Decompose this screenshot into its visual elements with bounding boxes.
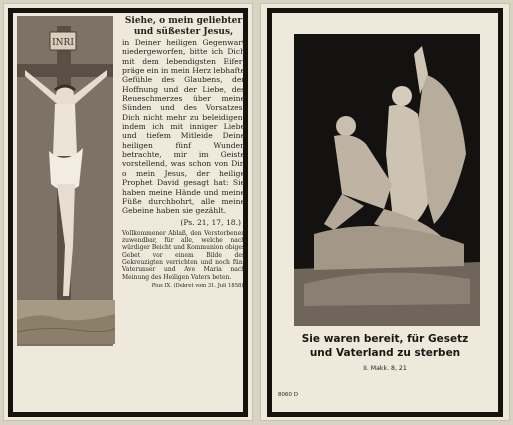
- prayer-text-block: [122, 16, 245, 291]
- psalm-reference: (Ps. 21, 17, 18.): [180, 217, 241, 227]
- prayer-heading: Siehe, o mein geliebter und süßester Jesus,: [124, 16, 243, 37]
- crucifix-ground: [17, 300, 115, 344]
- caption-line-2: und Vaterland zu sterben: [309, 347, 461, 359]
- crucifix-image: [17, 16, 113, 346]
- print-code: 8060 D: [278, 392, 298, 398]
- inri-sign: INRI: [52, 38, 74, 48]
- indulgence-note: Vollkommener Ablaß, den Verstorbenen zuwendbar, für alle, welche nach würdiger Beicht und Kommunion obiges Gebet vor einem Bilde des Gekreuzigten verrichten und noch fünf Vaterunser und Ave Maria nach Meinung des Heiligen Vaters beten.: [122, 229, 245, 281]
- angel-soldier-sculpture-image: [294, 34, 480, 326]
- prayer-body: in Deiner heiligen Gegenwart niedergeworfen, bitte ich Dich mit dem lebendigsten Eifer: präge ein in mein Herz lebhafte Gefühle des Glaubens, der Hoffnung und der Liebe, des Reueschmerzes über meine Sünden und des Vorsatzes, Dich nicht mehr zu beleidigen, indem ich mit inniger Liebe und tiefem Mitleide Deine heiligen fünf Wunden betrachte, mir im Geiste vorstellend, was schon von Dir, o mein Jesus, der heilige Prophet David gesagt hat: Sie haben meine Hände und meine Füße durchbohrt, alle meine Gebeine haben sie gezählt.: [122, 38, 245, 216]
- decree-reference: Pius IX. (Dekret vom 31. Juli 1858).: [151, 282, 245, 289]
- memorial-caption: [276, 332, 494, 360]
- caption-line-1: Sie waren bereit, für Gesetz: [301, 333, 469, 345]
- bible-verse-reference: II. Makk. 8, 21: [363, 365, 407, 372]
